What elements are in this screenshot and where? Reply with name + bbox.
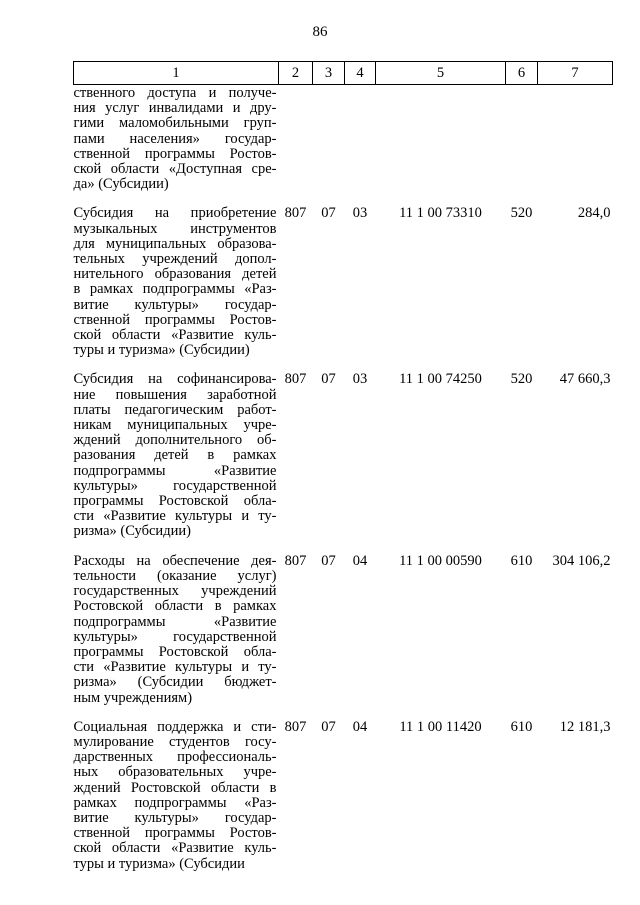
description-line: ждений Ростовской области в (73, 779, 277, 796)
subsection-code (345, 85, 376, 193)
description-line: в рамках подпрограммы «Раз- (73, 281, 277, 298)
description-line: ных образовательных учре- (73, 764, 277, 781)
amount: 284,0 (577, 205, 611, 222)
description-line: ственного доступа и получе- (73, 85, 277, 101)
admin-code (279, 85, 313, 193)
target-article: 11 1 00 00590 (399, 552, 482, 569)
header-col-5: 5 (376, 62, 506, 85)
description-line: ние повышения заработной (73, 386, 277, 403)
description-line: программы Ростовской обла- (73, 493, 277, 510)
description-line: для муниципальных образова- (73, 235, 277, 252)
description-line: Ростовской области в рамках (73, 598, 277, 615)
admin-code: 807 (284, 371, 307, 388)
description-line: подпрограммы «Развитие (73, 462, 277, 479)
description-line: ния услуг инвалидами и дру- (73, 100, 277, 117)
description-line: рамках подпрограммы «Раз- (73, 794, 277, 811)
table-row (74, 206, 613, 358)
description-line: тельных учреждений допол- (73, 251, 277, 268)
table-body (74, 85, 613, 872)
description-line: ской области «Развитие куль- (73, 327, 277, 344)
header-col-7: 7 (538, 62, 613, 85)
row-spacer (74, 192, 613, 206)
subsection-code: 04 (352, 718, 368, 735)
amount: 47 660,3 (559, 371, 611, 388)
section-code: 07 (321, 718, 336, 735)
amount: 304 106,2 (552, 552, 611, 569)
row-spacer (74, 358, 613, 372)
description-line: музыкальных инструментов (73, 220, 277, 237)
row-description (74, 85, 279, 193)
expense-type: 610 (510, 718, 533, 735)
table-header (74, 62, 613, 85)
expense-type: 520 (510, 371, 533, 388)
header-col-3: 3 (313, 62, 345, 85)
subsection-code: 03 (352, 371, 368, 388)
header-col-6: 6 (506, 62, 538, 85)
row-spacer-cell (74, 540, 613, 554)
table-row (74, 85, 613, 193)
description-line: ственной программы Ростов- (73, 825, 277, 842)
row-description (74, 206, 279, 358)
page-number: 86 (312, 24, 328, 40)
target-article (376, 85, 506, 193)
description-line: тельности (оказание услуг) (73, 567, 277, 584)
row-description (74, 720, 279, 872)
row-spacer-cell (74, 706, 613, 720)
description-line: Субсидия на приобретение (73, 205, 277, 222)
description-line: культуры» государственной (73, 628, 277, 645)
description-line: туры и туризма» (Субсидии) (73, 342, 250, 359)
amount (538, 85, 613, 193)
description-line: сти «Развитие культуры и ту- (73, 659, 277, 676)
description-line: подпрограммы «Развитие (73, 613, 277, 630)
description-line: никам муниципальных учре- (73, 417, 277, 434)
description-line: платы педагогическим работ- (73, 401, 277, 418)
section-code: 07 (321, 552, 336, 569)
expense-type: 520 (510, 205, 533, 222)
budget-table (73, 61, 613, 872)
description-line: ской области «Доступная сре- (73, 161, 277, 178)
row-spacer (74, 706, 613, 720)
admin-code: 807 (284, 552, 307, 569)
header-row (74, 62, 613, 85)
description-line: ственной программы Ростов- (73, 145, 277, 162)
description-line: программы Ростовской обла- (73, 643, 277, 660)
row-spacer-cell (74, 358, 613, 372)
description-line: дарственных профессиональ- (73, 749, 277, 766)
section-code (313, 85, 345, 193)
table-row (74, 372, 613, 539)
expense-type: 610 (510, 552, 533, 569)
description-line: ризма» (Субсидии) (73, 523, 191, 540)
expense-type (506, 85, 538, 193)
table-row (74, 554, 613, 706)
description-line: ным учреждениям) (73, 689, 193, 706)
admin-code: 807 (284, 718, 307, 735)
section-code: 07 (321, 371, 336, 388)
section-code: 07 (321, 205, 336, 222)
description-line: витие культуры» государ- (73, 296, 277, 313)
description-line: Расходы на обеспечение дея- (73, 552, 277, 569)
row-spacer (74, 540, 613, 554)
description-line: Социальная поддержка и сти- (73, 718, 277, 735)
subsection-code: 03 (352, 205, 368, 222)
row-description (74, 554, 279, 706)
target-article: 11 1 00 11420 (399, 718, 482, 735)
description-line: разования детей в рамках (73, 447, 277, 464)
target-article: 11 1 00 73310 (399, 205, 482, 222)
description-line: ждений дополнительного об- (73, 432, 277, 449)
row-spacer-cell (74, 192, 613, 206)
admin-code: 807 (284, 205, 307, 222)
description-line: ской области «Развитие куль- (73, 840, 277, 857)
row-description (74, 372, 279, 539)
description-line: Субсидия на софинансирова- (73, 371, 277, 388)
header-col-1: 1 (74, 62, 279, 85)
description-line: пами населения» государ- (73, 130, 277, 147)
description-line: мулирование студентов госу- (73, 733, 277, 750)
description-line: нительного образования детей (73, 266, 277, 283)
table-row (74, 720, 613, 872)
description-line: государственных учреждений (73, 583, 277, 600)
subsection-code: 04 (352, 552, 368, 569)
target-article: 11 1 00 74250 (399, 371, 482, 388)
description-line: гими маломобильными груп- (73, 115, 277, 132)
description-line: туры и туризма» (Субсидии (73, 855, 245, 872)
description-line: да» (Субсидии) (73, 176, 169, 193)
amount: 12 181,3 (559, 718, 611, 735)
header-col-2: 2 (279, 62, 313, 85)
description-line: культуры» государственной (73, 477, 277, 494)
header-col-4: 4 (345, 62, 376, 85)
description-line: ризма» (Субсидии бюджет- (73, 674, 277, 691)
description-line: витие культуры» государ- (73, 809, 277, 826)
description-line: ственной программы Ростов- (73, 311, 277, 328)
description-line: сти «Развитие культуры и ту- (73, 508, 277, 525)
